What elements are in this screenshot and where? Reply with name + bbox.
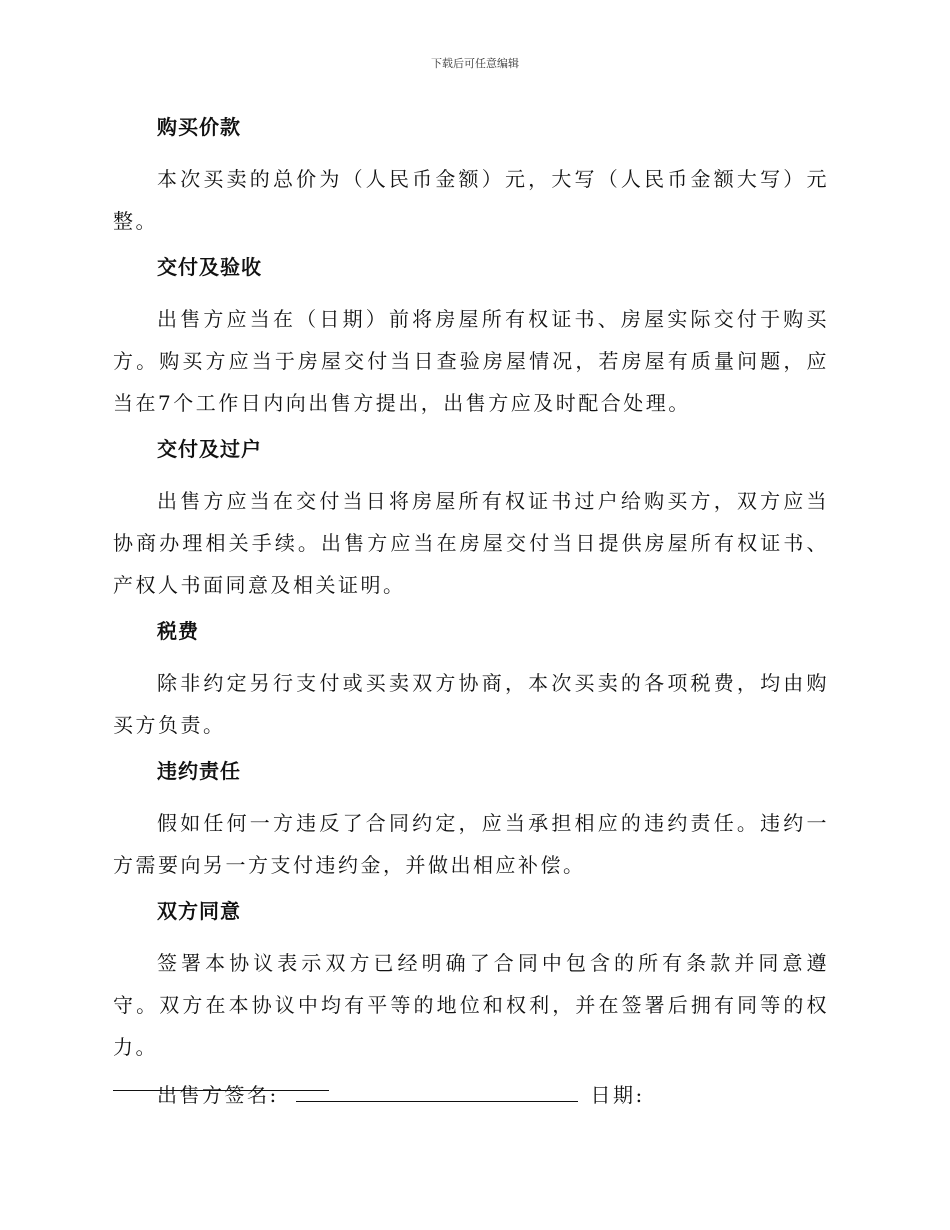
section-heading-breach: 违约责任: [157, 759, 241, 783]
section-heading-price: 购买价款: [157, 115, 241, 139]
section-body-delivery-inspection: 出售方应当在（日期）前将房屋所有权证书、房屋实际交付于购买方。购买方应当于房屋交付当日查验房屋情况，若房屋有质量问题，应当在7个工作日内向出售方提出，出售方应及时配合处理。: [113, 307, 829, 415]
signature-line: [113, 1074, 829, 1116]
section-heading-agreement: 双方同意: [157, 899, 241, 923]
seller-signature-label: 出售方签名:: [157, 1083, 279, 1107]
section-heading-delivery-inspection: 交付及验收: [157, 255, 262, 279]
section-body-delivery-transfer: 出售方应当在交付当日将房屋所有权证书过户给购买方，双方应当协商办理相关手续。出售方应当在房屋交付当日提供房屋所有权证书、产权人书面同意及相关证明。: [113, 489, 829, 597]
section-body-taxes: 除非约定另行支付或买卖双方协商，本次买卖的各项税费，均由购买方负责。: [113, 671, 829, 737]
page-header-note: 下载后可任意编辑: [431, 57, 519, 70]
section-body-breach: 假如任何一方违反了合同约定，应当承担相应的违约责任。违约一方需要向另一方支付违约金，并做出相应补偿。: [113, 811, 829, 877]
date-label: 日期:: [590, 1083, 645, 1107]
date-blank[interactable]: [113, 1090, 329, 1091]
section-body-agreement: 签署本协议表示双方已经明确了合同中包含的所有条款并同意遵守。双方在本协议中均有平等的地位和权利，并在签署后拥有同等的权力。: [113, 951, 829, 1059]
section-body-price: 本次买卖的总价为（人民币金额）元，大写（人民币金额大写）元整。: [113, 167, 829, 233]
document-content: [113, 110, 829, 1116]
section-heading-taxes: 税费: [157, 619, 199, 643]
section-heading-delivery-transfer: 交付及过户: [157, 437, 262, 461]
seller-signature-blank[interactable]: [296, 1079, 578, 1102]
